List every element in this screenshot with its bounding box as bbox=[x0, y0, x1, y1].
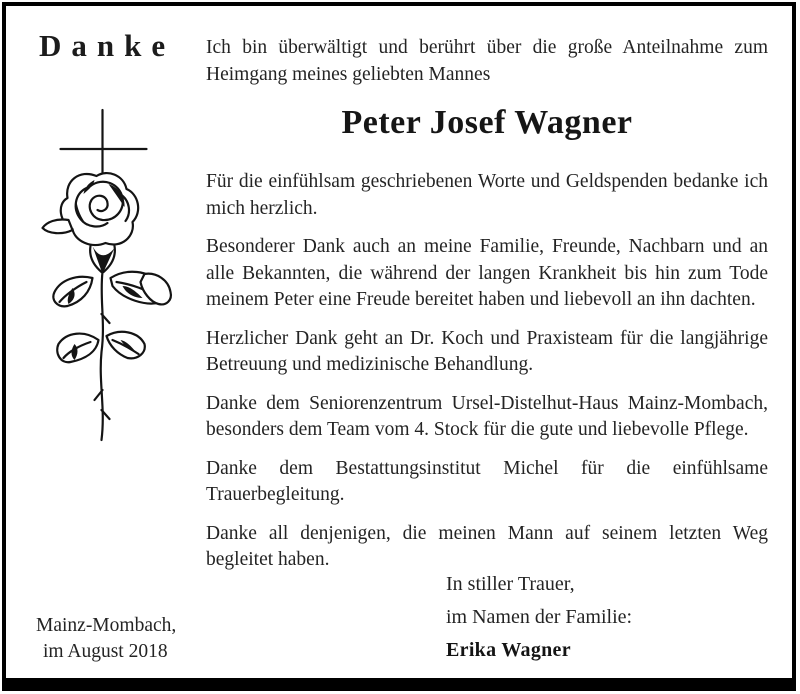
thanks-paragraph: Für die einfühlsam geschriebenen Worte und Geldspenden bedanke ich mich herzlich. bbox=[206, 171, 768, 219]
thanks-paragraph: Besonderer Dank auch an meine Familie, Freunde, Nachbarn und an alle Bekannten, die während der langen Krankheit bis hin zum Tode meinem Peter eine Freude bereitet haben und liebevoll an ihn dachten. bbox=[206, 236, 768, 310]
closing-line: In stiller Trauer, bbox=[446, 573, 575, 595]
obituary-notice bbox=[2, 2, 796, 691]
closing-line: im Namen der Familie: bbox=[446, 606, 633, 628]
signature-name: Erika Wagner bbox=[446, 639, 571, 661]
thanks-paragraph: Danke dem Seniorenzentrum Ursel-Distelhut-Haus Mainz-Mombach, besonders dem Team vom 4. Stock für die gute und liebevolle Pflege. bbox=[206, 392, 768, 440]
notice-body bbox=[206, 35, 768, 574]
closing-block bbox=[446, 574, 632, 673]
thanks-paragraph: Herzlicher Dank geht an Dr. Koch und Praxisteam für die langjährige Betreuung und medizinische Behandlung. bbox=[206, 327, 768, 375]
intro-paragraph: Ich bin überwältigt und berührt über die große Anteilnahme zum Heimgang meines geliebten Mannes bbox=[206, 37, 768, 85]
place-date-block bbox=[36, 616, 176, 668]
date-line: im August 2018 bbox=[43, 641, 168, 662]
place-line: Mainz-Mombach, bbox=[36, 615, 177, 636]
cross-rose-icon bbox=[22, 102, 187, 447]
thanks-paragraph: Danke dem Bestattungsinstitut Michel für die einfühlsame Trauerbegleitung. bbox=[206, 457, 768, 505]
thanks-paragraph: Danke all denjenigen, die meinen Mann auf seinem letzten Weg begleitet haben. bbox=[206, 522, 768, 570]
deceased-name: Peter Josef Wagner bbox=[341, 104, 633, 141]
danke-header: Danke bbox=[39, 28, 176, 63]
